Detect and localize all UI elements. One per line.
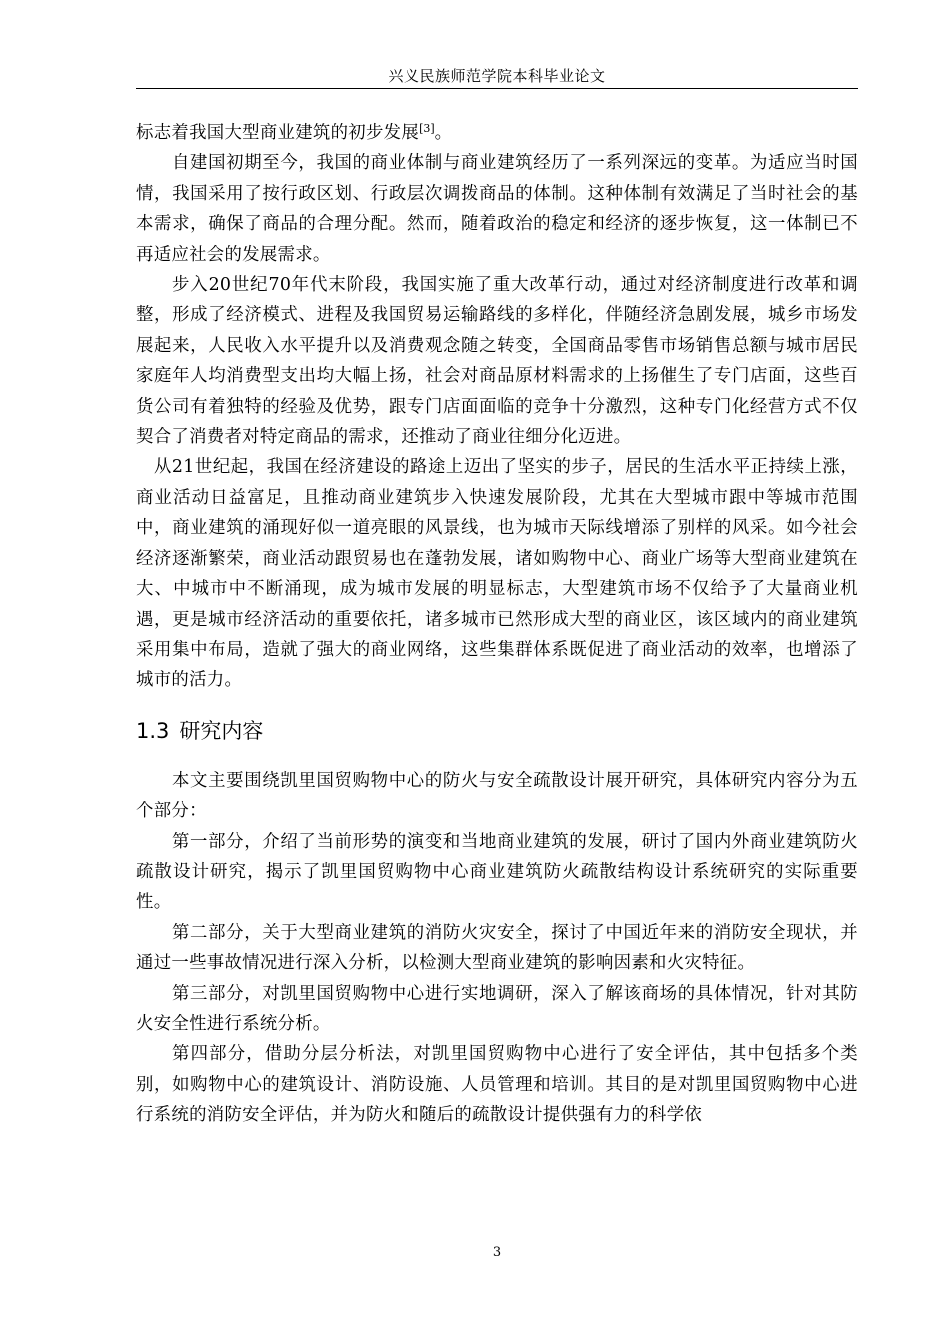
section-number: 1.3 (136, 718, 170, 743)
paragraph: 第四部分，借助分层分析法，对凯里国贸购物中心进行了安全评估，其中包括多个类别，如购物中心的建筑设计、消防设施、人员管理和培训。其目的是对凯里国贸购物中心进行系统的消防安全评估，并为防火和随后的疏散设计提供强有力的科学依 (136, 1044, 858, 1126)
citation-link[interactable]: [3] (419, 122, 435, 135)
paragraph: 从21世纪起，我国在经济建设的路途上迈出了坚实的步子，居民的生活水平正持续上涨，商业活动日益富足，且推动商业建筑步入快速发展阶段，尤其在大型城市跟中等城市范围中，商业建筑的涌现好似一道亮眼的风景线，也为城市天际线增添了别样的风采。如今社会经济逐渐繁荣，商业活动跟贸易也在蓬勃发展，诸如购物中心、商业广场等大型商业建筑在大、中城市中不断涌现，成为城市发展的明显标志，大型建筑市场不仅给予了大量商业机遇，更是城市经济活动的重要依托，诸多城市已然形成大型的商业区，该区域内的商业建筑采用集中布局，造就了强大的商业网络，这些集群体系既促进了商业活动的效率，也增添了城市的活力。 (136, 457, 858, 691)
page-number: 3 (492, 1245, 502, 1260)
header-rule (136, 88, 858, 89)
paragraph-continuation (136, 118, 858, 148)
paragraph-text: 标志着我国大型商业建筑的初步发展 (136, 123, 420, 143)
section-heading (136, 696, 858, 766)
running-header: 兴义民族师范学院本科毕业论文 (388, 67, 606, 85)
paragraph: 自建国初期至今，我国的商业体制与商业建筑经历了一系列深远的变革。为适应当时国情，我国采用了按行政区划、行政层次调拨商品的体制。这种体制有效满足了当时社会的基本需求，确保了商品的合理分配。然而，随着政治的稳定和经济的逐步恢复，这一体制已不再适应社会的发展需求。 (136, 153, 858, 265)
section-title: 研究内容 (179, 718, 264, 743)
paragraph: 步入20世纪70年代末阶段，我国实施了重大改革行动，通过对经济制度进行改革和调整，形成了经济模式、进程及我国贸易运输路线的多样化，伴随经济急剧发展，城乡市场发展起来，人民收入水平提升以及消费观念随之转变，全国商品零售市场销售总额与城市居民家庭年人均消费型支出均大幅上扬，社会对商品原材料需求的上扬催生了专门店面，这些百货公司有着独特的经验及优势，跟专门店面面临的竞争十分激烈，这种专门化经营方式不仅契合了消费者对特定商品的需求，还推动了商业往细分化迈进。 (136, 275, 858, 448)
paragraph: 第三部分，对凯里国贸购物中心进行实地调研，深入了解该商场的具体情况，针对其防火安全性进行系统分析。 (136, 983, 858, 1034)
page-body (136, 118, 858, 1131)
paragraph: 第一部分，介绍了当前形势的演变和当地商业建筑的发展，研讨了国内外商业建筑防火疏散设计研究，揭示了凯里国贸购物中心商业建筑防火疏散结构设计系统研究的实际重要性。 (136, 831, 858, 913)
paragraph: 第二部分，关于大型商业建筑的消防火灾安全，探讨了中国近年来的消防安全现状，并通过一些事故情况进行深入分析，以检测大型商业建筑的影响因素和火灾特征。 (136, 922, 858, 974)
paragraph: 本文主要围绕凯里国贸购物中心的防火与安全疏散设计展开研究，具体研究内容分为五个部分： (136, 770, 858, 822)
paragraph-text-tail: 。 (434, 123, 453, 143)
